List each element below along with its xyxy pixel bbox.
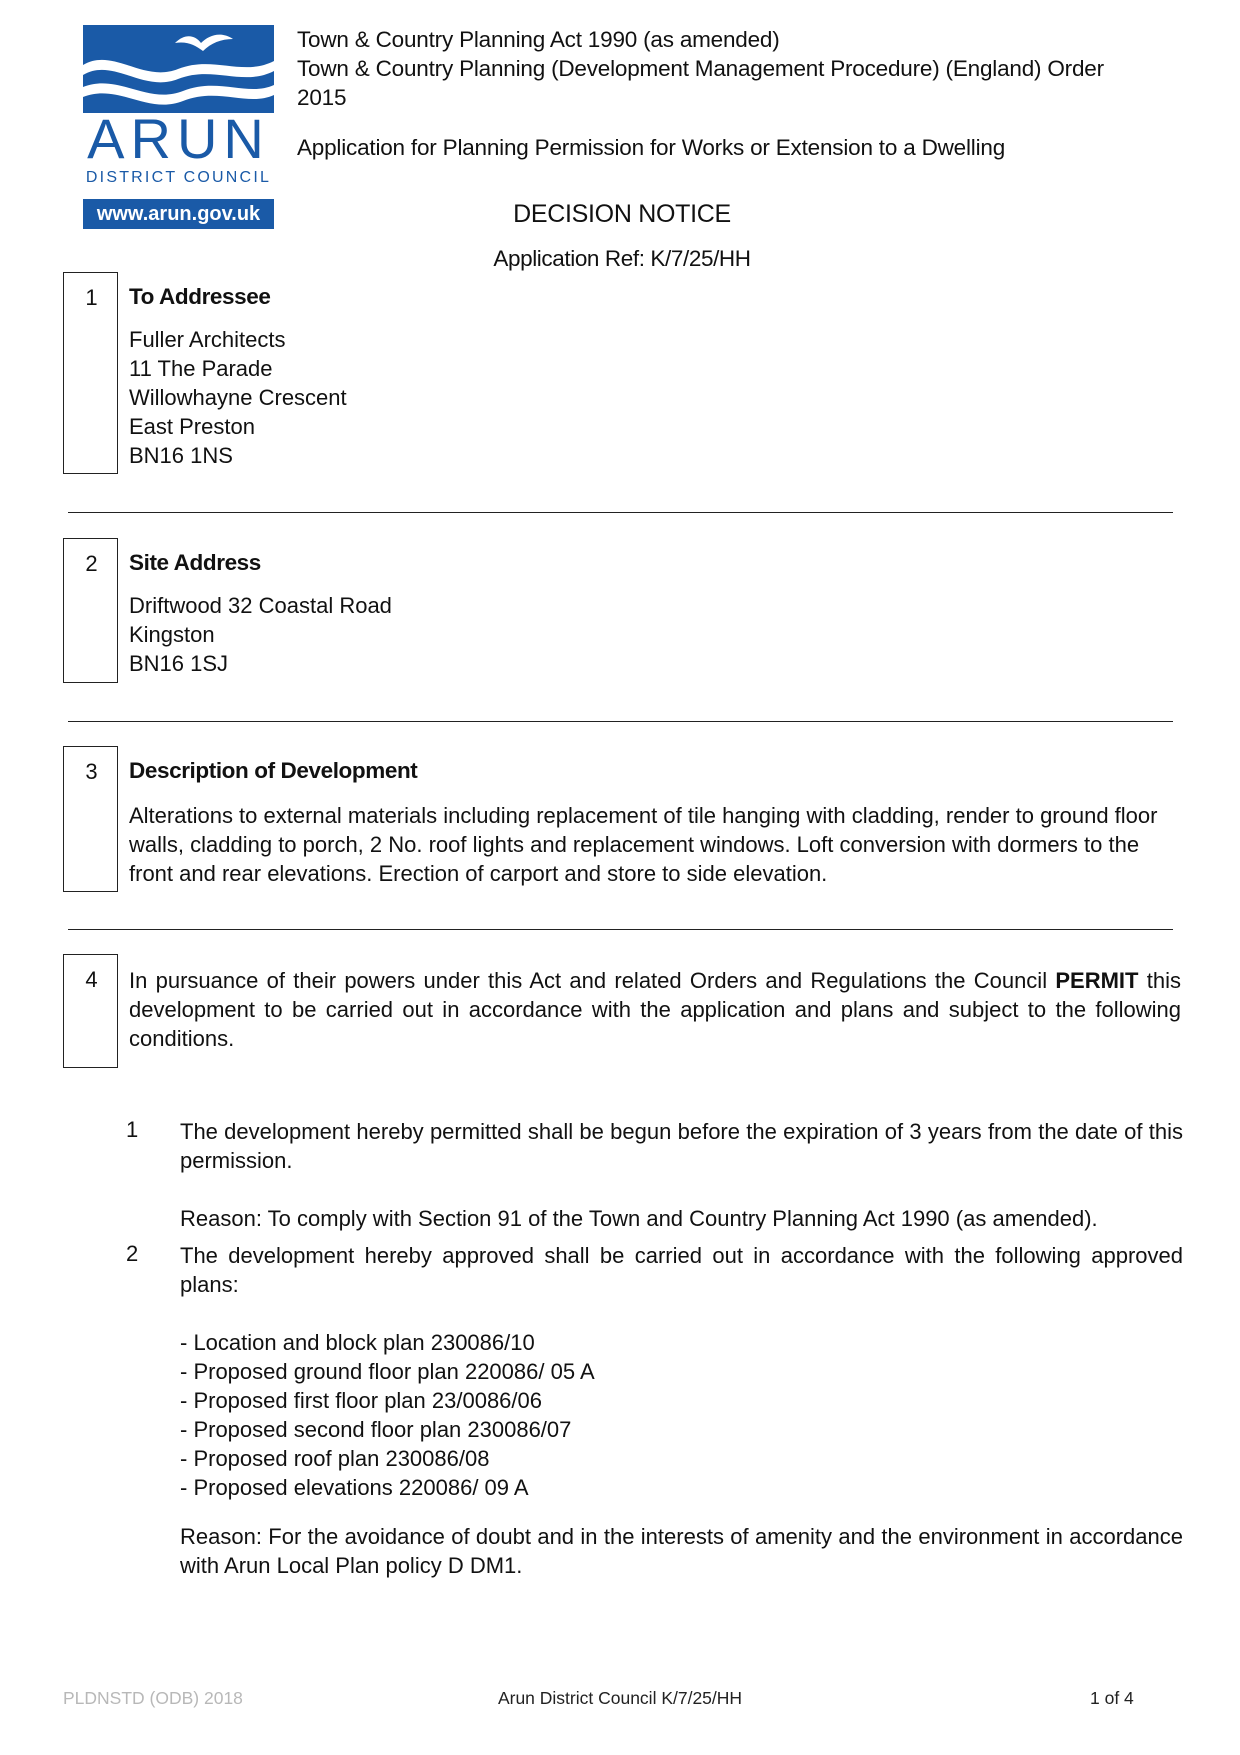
- section-number: 3: [85, 759, 98, 784]
- footer-reference: Arun District Council K/7/25/HH: [497, 1688, 743, 1708]
- addressee-address: [129, 325, 347, 470]
- list-item: - Proposed elevations 220086/ 09 A: [180, 1475, 529, 1500]
- condition-text: The development hereby approved shall be carried out in accordance with the following approved plans:: [180, 1243, 1183, 1297]
- condition-text: The development hereby permitted shall be begun before the expiration of 3 years from the date of this permission.: [180, 1119, 1183, 1173]
- divider: [68, 721, 1173, 722]
- section-number: 4: [85, 967, 98, 992]
- council-logo: [83, 25, 274, 225]
- section-number-box: [63, 538, 118, 683]
- list-item: - Proposed first floor plan 23/0086/06: [180, 1388, 543, 1413]
- list-item: - Location and block plan 230086/10: [180, 1330, 535, 1355]
- brand-website[interactable]: www.arun.gov.uk: [83, 199, 274, 229]
- page-title: DECISION NOTICE: [513, 200, 731, 228]
- addressee-heading: To Addressee: [129, 284, 271, 309]
- decision-text: [129, 966, 1181, 1053]
- application-type: Application for Planning Permission for Works or Extension to a Dwelling: [297, 135, 1006, 160]
- condition-reason: Reason: For the avoidance of doubt and in the interests of amenity and the environment in accordance with Arun Local Plan policy D DM1.: [180, 1524, 1183, 1578]
- description-text: Alterations to external materials including replacement of tile hanging with cladding, render to ground floor walls, cladding to porch, 2 No. roof lights and replacement windows. Loft conversion with dormers to the front and rear elevations. Erection of carport and store to side elevation.: [129, 803, 1158, 886]
- act-title: Town & Country Planning Act 1990 (as amended): [297, 27, 780, 52]
- section-number-box: [63, 272, 118, 474]
- brand-subtitle: DISTRICT COUNCIL: [85, 169, 272, 186]
- address-line: Fuller Architects: [129, 327, 286, 352]
- condition-reason: Reason: To comply with Section 91 of the Town and Country Planning Act 1990 (as amended).: [180, 1206, 1098, 1231]
- decision-text-before: In pursuance of their powers under this Act and related Orders and Regulations the Council: [129, 968, 1056, 993]
- page-number: 1 of 4: [1090, 1688, 1134, 1708]
- order-title: Town & Country Planning (Development Management Procedure) (England) Order: [297, 56, 1104, 81]
- section-number: 1: [85, 285, 98, 310]
- application-ref: Application Ref: K/7/25/HH: [493, 246, 751, 271]
- address-line: BN16 1NS: [129, 443, 233, 468]
- condition-number: 1: [126, 1117, 139, 1142]
- address-line: BN16 1SJ: [129, 651, 229, 676]
- address-line: Driftwood 32 Coastal Road: [129, 593, 392, 618]
- address-line: East Preston: [129, 414, 255, 439]
- decision-word: PERMIT: [1055, 968, 1139, 993]
- site-heading: Site Address: [129, 550, 261, 575]
- divider: [68, 512, 1173, 513]
- address-line: Willowhayne Crescent: [129, 385, 347, 410]
- section-number-box: [63, 746, 118, 892]
- decision-text-after: this development to be carried out in accordance with the application and plans and subject to the following conditions.: [129, 968, 1181, 1051]
- wave-bird-emblem: [83, 25, 274, 113]
- brand-name: ARUN: [87, 107, 270, 170]
- list-item: - Proposed second floor plan 230086/07: [180, 1417, 572, 1442]
- condition-number: 2: [126, 1241, 139, 1266]
- approved-plans-list: [180, 1328, 1183, 1502]
- divider: [68, 929, 1173, 930]
- section-number: 2: [85, 551, 98, 576]
- section-number-box: [63, 954, 118, 1068]
- site-address: [129, 591, 392, 678]
- description-heading: Description of Development: [129, 758, 418, 783]
- address-line: 11 The Parade: [129, 356, 273, 381]
- footer-code: PLDNSTD (ODB) 2018: [63, 1688, 243, 1708]
- address-line: Kingston: [129, 622, 215, 647]
- list-item: - Proposed ground floor plan 220086/ 05 A: [180, 1359, 595, 1384]
- list-item: - Proposed roof plan 230086/08: [180, 1446, 490, 1471]
- order-year: 2015: [297, 85, 347, 110]
